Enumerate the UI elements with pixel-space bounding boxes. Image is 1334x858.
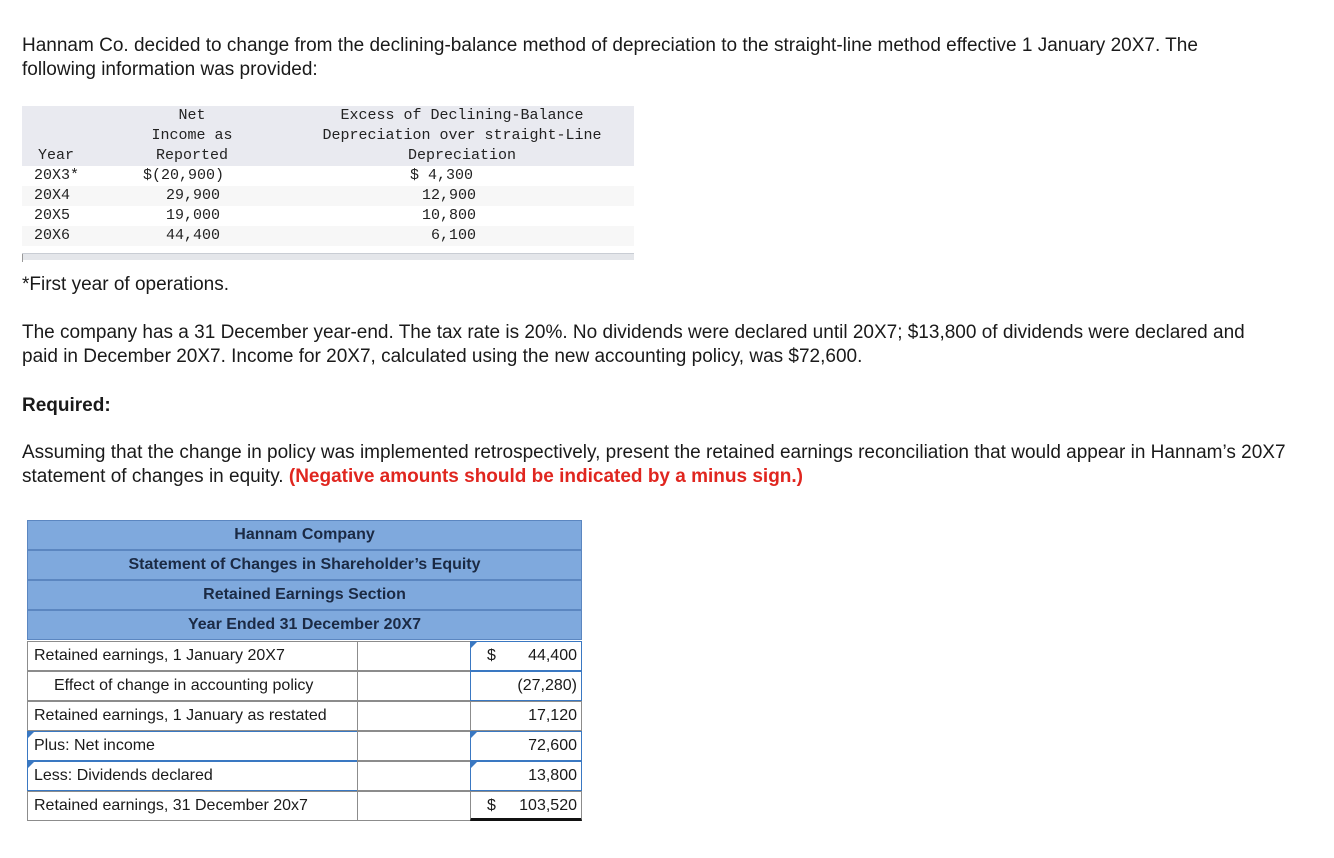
input-flag-icon: [471, 732, 477, 738]
header-year: Year: [38, 147, 75, 164]
statement-company-name: Hannam Company: [27, 520, 582, 550]
blank-cell: [357, 731, 471, 761]
dividends-input[interactable]: [470, 761, 582, 791]
statement-section: Retained Earnings Section: [27, 580, 582, 610]
data-cell-income: 19,000: [166, 207, 221, 224]
statement-title: Statement of Changes in Shareholder’s Equity: [27, 550, 582, 580]
statement-period: Year Ended 31 December 20X7: [27, 610, 582, 640]
currency-symbol: $: [487, 797, 496, 814]
input-flag-icon: [471, 642, 477, 648]
instruction-paragraph: [22, 441, 1312, 489]
amount-value: 44,400: [528, 647, 577, 664]
intro-paragraph: Hannam Co. decided to change from the declining-balance method of depreciation to the straight-line method effective 1 January 20X7. The following information was provided:: [22, 35, 1198, 80]
blank-cell: [357, 671, 471, 701]
table-scrollbar[interactable]: [22, 254, 634, 260]
data-cell-income: 29,900: [166, 187, 221, 204]
instruction-note: (Negative amounts should be indicated by a minus sign.): [288, 466, 804, 487]
row-label-net-income: Plus: Net income: [34, 737, 155, 754]
blank-cell: [357, 761, 471, 791]
currency-symbol: $: [487, 647, 496, 664]
blank-cell: [357, 791, 471, 821]
amount-value: 103,520: [519, 797, 577, 814]
row-label-dividends: Less: Dividends declared: [34, 767, 213, 784]
row-label-closing-retained-earnings: Retained earnings, 31 December 20x7: [27, 791, 358, 821]
opening-retained-earnings-input[interactable]: [470, 641, 582, 671]
input-flag-icon: [28, 762, 34, 768]
required-heading: Required:: [22, 395, 111, 416]
blank-cell: [357, 701, 471, 731]
amount-value: 17,120: [528, 707, 577, 724]
header-net-income: Income as: [151, 127, 233, 144]
amount-value: 13,800: [528, 767, 577, 784]
amount-value: (27,280): [517, 677, 577, 694]
data-cell-income: $(20,900): [143, 167, 225, 184]
data-cell-excess: 10,800: [422, 207, 477, 224]
net-income-label-select[interactable]: [27, 731, 358, 761]
data-cell-year: 20X5: [34, 207, 71, 224]
footnote: *First year of operations.: [22, 274, 229, 295]
header-net-income: Net: [178, 107, 206, 124]
header-excess-depreciation: Depreciation: [407, 147, 517, 164]
row-label-policy-change-effect: Effect of change in accounting policy: [27, 671, 358, 701]
data-cell-income: 44,400: [166, 227, 221, 244]
data-row-stripe: [22, 186, 634, 206]
blank-cell: [357, 641, 471, 671]
input-flag-icon: [28, 732, 34, 738]
depreciation-data-table: [22, 106, 634, 264]
closing-retained-earnings-value: [470, 791, 582, 821]
dividends-label-select[interactable]: [27, 761, 358, 791]
retained-earnings-statement: [27, 520, 582, 822]
data-cell-excess: 6,100: [431, 227, 477, 244]
data-row-stripe: [22, 226, 634, 246]
data-cell-excess: 12,900: [422, 187, 477, 204]
net-income-input[interactable]: [470, 731, 582, 761]
restated-retained-earnings-value: [470, 701, 582, 731]
header-net-income: Reported: [155, 147, 228, 164]
table-rule-tick: [22, 254, 23, 262]
row-label-opening-retained-earnings: Retained earnings, 1 January 20X7: [27, 641, 358, 671]
header-excess-depreciation: Excess of Declining-Balance: [340, 107, 584, 124]
data-cell-excess: $ 4,300: [410, 167, 474, 184]
data-cell-year: 20X4: [34, 187, 71, 204]
header-excess-depreciation: Depreciation over straight-Line: [322, 127, 602, 144]
data-cell-year: 20X3*: [34, 167, 80, 184]
instruction-text: Assuming that the change in policy was implemented retrospectively, present the retained earnings reconciliation that would appear in Hannam’s 20X7 statement of changes in equity.: [22, 442, 1286, 487]
input-flag-icon: [471, 762, 477, 768]
policy-change-effect-input[interactable]: [470, 671, 582, 701]
data-cell-year: 20X6: [34, 227, 71, 244]
facts-paragraph: The company has a 31 December year-end. The tax rate is 20%. No dividends were declared until 20X7; $13,800 of dividends were declared and paid in December 20X7. Income for 20X7, calculated using the new accounting policy, was $72,600.: [22, 322, 1245, 367]
amount-value: 72,600: [528, 737, 577, 754]
row-label-restated-retained-earnings: Retained earnings, 1 January as restated: [27, 701, 358, 731]
